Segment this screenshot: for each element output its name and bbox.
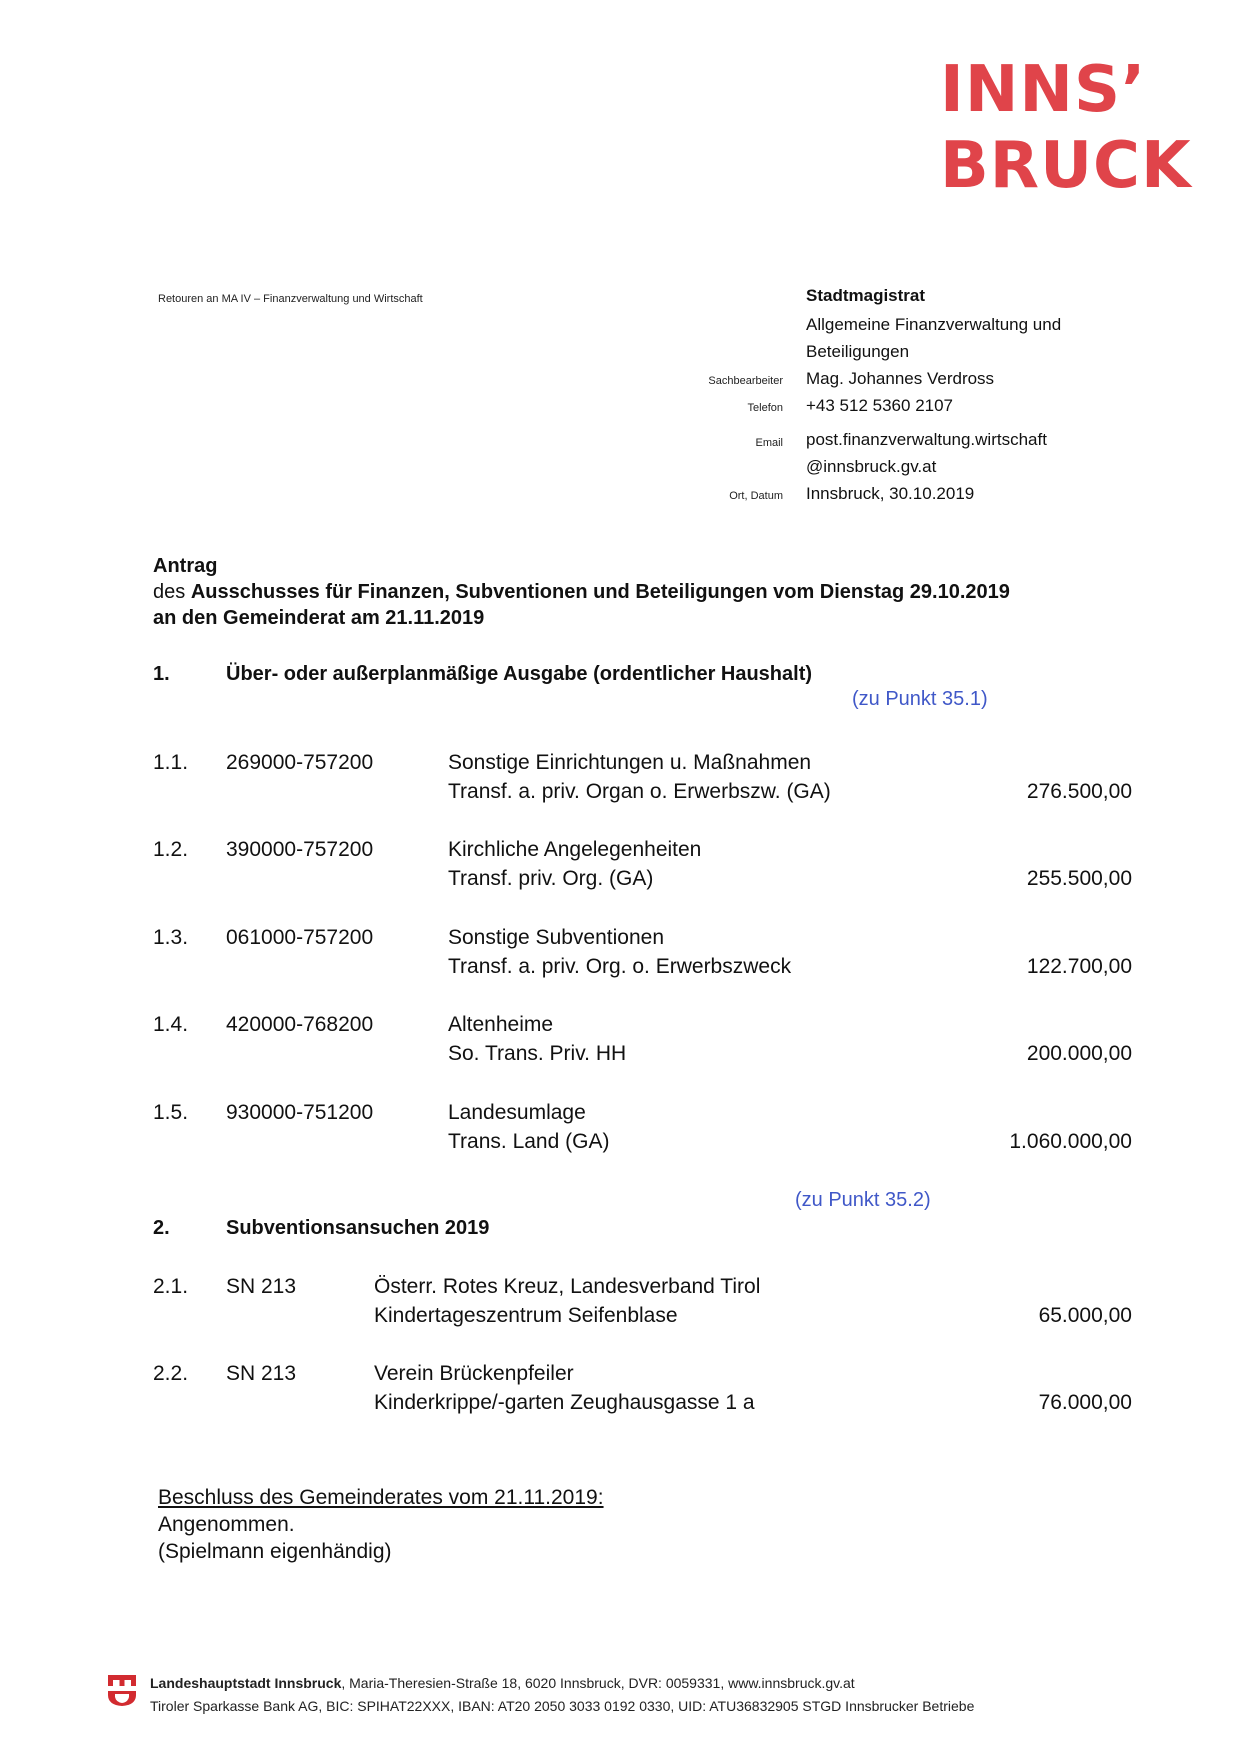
item-number: 1.4. [153, 1013, 189, 1036]
antrag-prefix: des [153, 581, 191, 603]
item-line-2: Trans. Land (GA) [448, 1130, 610, 1153]
item-line-1: Verein Brückenpfeiler [374, 1362, 574, 1385]
clerk-label: Sachbearbeiter [708, 375, 783, 387]
item-line-2: Kinderkrippe/-garten Zeughausgasse 1 a [374, 1391, 755, 1414]
item-code: 269000-757200 [226, 751, 374, 774]
item-line-2: Transf. a. priv. Organ o. Erwerbszw. (GA) [448, 780, 831, 803]
place-date-label: Ort, Datum [729, 490, 783, 502]
item-amount: 122.700,00 [1026, 955, 1132, 978]
item-number: 1.3. [153, 926, 189, 949]
item-line-1: Kirchliche Angelegenheiten [448, 838, 702, 861]
item-amount: 276.500,00 [1026, 780, 1132, 803]
item-line-2: So. Trans. Priv. HH [448, 1042, 627, 1065]
item-number: 2.1. [153, 1275, 189, 1298]
footer-line-2: Tiroler Sparkasse Bank AG, BIC: SPIHAT22XXX, IBAN: AT20 2050 3033 0192 0330, UID: ATU36832905 STGD Innsbrucker Betriebe [150, 1698, 975, 1714]
resolution-result: Angenommen. [158, 1513, 295, 1536]
item-amount: 200.000,00 [1026, 1042, 1132, 1065]
email-value-line-1[interactable]: post.finanzverwaltung.wirtschaft [806, 430, 1047, 449]
item-amount: 255.500,00 [1026, 867, 1132, 890]
item-line-1: Landesumlage [448, 1101, 586, 1124]
clerk-value: Mag. Johannes Verdross [806, 369, 995, 388]
resolution-title: Beschluss des Gemeinderates vom 21.11.2019: [158, 1486, 604, 1509]
division-line-1: Allgemeine Finanzverwaltung und [806, 315, 1062, 334]
item-line-1: Österr. Rotes Kreuz, Landesverband Tirol [374, 1275, 761, 1298]
item-code: 061000-757200 [226, 926, 374, 949]
item-number: 1.2. [153, 838, 189, 861]
department-title: Stadtmagistrat [806, 286, 926, 305]
section1-title: Über- oder außerplanmäßige Ausgabe (ordentlicher Haushalt) [226, 663, 813, 685]
logo-line-2: BRUCK [940, 129, 1192, 203]
item-code: SN 213 [226, 1275, 297, 1298]
item-line-1: Sonstige Einrichtungen u. Maßnahmen [448, 751, 812, 774]
footer-line-1 [150, 1675, 855, 1691]
item-code: 420000-768200 [226, 1013, 374, 1036]
item-code: SN 213 [226, 1362, 297, 1385]
item-line-2: Transf. a. priv. Org. o. Erwerbszweck [448, 955, 792, 978]
antrag-council-line: an den Gemeinderat am 21.11.2019 [153, 607, 485, 629]
item-amount: 76.000,00 [1038, 1391, 1132, 1414]
antrag-committee-line [153, 581, 1010, 604]
division-line-2: Beteiligungen [806, 342, 910, 361]
logo-line-1: INNS’ [940, 53, 1147, 127]
section1-number: 1. [153, 663, 170, 685]
place-date-value: Innsbruck, 30.10.2019 [806, 484, 975, 503]
item-line-2: Kindertageszentrum Seifenblase [374, 1304, 678, 1327]
returns-address: Retouren an MA IV – Finanzverwaltung und Wirtschaft [158, 293, 423, 305]
phone-value: +43 512 5360 2107 [806, 396, 954, 415]
section2-ref: (zu Punkt 35.2) [795, 1189, 931, 1211]
item-line-2: Transf. priv. Org. (GA) [448, 867, 654, 890]
section2-number: 2. [153, 1217, 170, 1239]
item-amount: 1.060.000,00 [1009, 1130, 1132, 1153]
item-line-1: Altenheime [448, 1013, 554, 1036]
footer-address: , Maria-Theresien-Straße 18, 6020 Innsbruck, DVR: 0059331, www.innsbruck.gv.at [341, 1675, 855, 1691]
innsbruck-logo [940, 52, 1192, 204]
antrag-title: Antrag [153, 555, 218, 577]
coat-of-arms-icon [106, 1673, 138, 1707]
item-number: 2.2. [153, 1362, 189, 1385]
item-number: 1.1. [153, 751, 189, 774]
email-value-line-2[interactable]: @innsbruck.gv.at [806, 457, 937, 476]
footer-city: Landeshauptstadt Innsbruck [150, 1675, 342, 1691]
section2-title: Subventionsansuchen 2019 [226, 1217, 490, 1239]
email-label: Email [755, 437, 783, 449]
phone-label: Telefon [747, 402, 783, 414]
item-line-1: Sonstige Subventionen [448, 926, 664, 949]
resolution-note: (Spielmann eigenhändig) [158, 1540, 392, 1563]
item-code: 390000-757200 [226, 838, 374, 861]
item-number: 1.5. [153, 1101, 189, 1124]
antrag-committee: Ausschusses für Finanzen, Subventionen und Beteiligungen vom Dienstag 29.10.2019 [190, 581, 1010, 603]
item-amount: 65.000,00 [1038, 1304, 1132, 1327]
section1-ref: (zu Punkt 35.1) [852, 688, 988, 710]
item-code: 930000-751200 [226, 1101, 374, 1124]
